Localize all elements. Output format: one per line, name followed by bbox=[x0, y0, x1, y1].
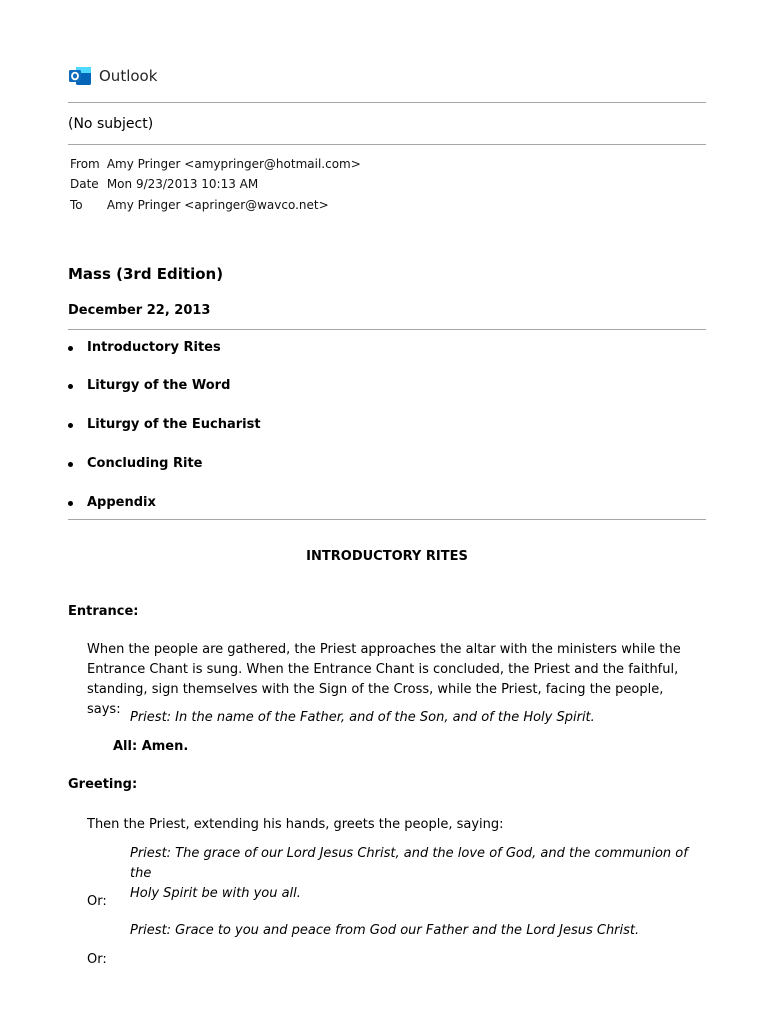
bullet-icon bbox=[68, 501, 73, 506]
toc-item-label: Concluding Rite bbox=[87, 456, 203, 471]
document-title: Mass (3rd Edition) bbox=[68, 265, 224, 283]
outlook-brand bbox=[68, 63, 157, 89]
divider bbox=[68, 329, 706, 330]
bullet-icon bbox=[68, 346, 73, 351]
to-value: Amy Pringer <apringer@wavco.net> bbox=[106, 198, 329, 212]
toc-item-label: Appendix bbox=[87, 495, 156, 510]
greeting-heading: Greeting: bbox=[68, 777, 138, 792]
divider bbox=[68, 519, 706, 520]
to-row bbox=[70, 198, 329, 212]
divider bbox=[68, 144, 706, 145]
greeting-text: Then the Priest, extending his hands, greets the people, saying: bbox=[87, 817, 504, 832]
date-row bbox=[70, 177, 258, 191]
priest-line: Priest: Grace to you and peace from God our Father and the Lord Jesus Christ. bbox=[130, 923, 640, 938]
toc-item-label: Liturgy of the Word bbox=[87, 378, 231, 393]
section-heading: INTRODUCTORY RITES bbox=[306, 549, 468, 564]
bullet-icon bbox=[68, 423, 73, 428]
toc-item-label: Introductory Rites bbox=[87, 340, 221, 355]
toc-item-label: Liturgy of the Eucharist bbox=[87, 417, 261, 432]
date-label: Date bbox=[70, 177, 99, 191]
document-date: December 22, 2013 bbox=[68, 303, 211, 318]
date-value: Mon 9/23/2013 10:13 AM bbox=[106, 177, 259, 191]
outlook-logo-icon bbox=[68, 64, 92, 88]
to-label: To bbox=[70, 198, 83, 212]
text-line: standing, sign themselves with the Sign of the Cross, while the Priest, facing the people, says: bbox=[87, 682, 664, 717]
all-response: All: Amen. bbox=[113, 739, 189, 754]
text-line: Entrance Chant is sung. When the Entrance Chant is concluded, the Priest and the faithful, bbox=[87, 662, 679, 677]
bullet-icon bbox=[68, 384, 73, 389]
email-subject: (No subject) bbox=[68, 116, 154, 132]
from-label: From bbox=[70, 157, 100, 171]
text-line: When the people are gathered, the Priest approaches the altar with the ministers while the bbox=[87, 642, 681, 657]
from-value: Amy Pringer <amypringer@hotmail.com> bbox=[106, 157, 361, 171]
divider bbox=[68, 102, 706, 103]
text-line: Priest: The grace of our Lord Jesus Christ, and the love of God, and the communion of the bbox=[130, 846, 688, 881]
entrance-heading: Entrance: bbox=[68, 604, 139, 619]
priest-line: Priest: In the name of the Father, and of the Son, and of the Holy Spirit. bbox=[130, 710, 595, 725]
app-name: Outlook bbox=[99, 67, 158, 85]
text-line: Holy Spirit be with you all. bbox=[130, 886, 301, 901]
from-row bbox=[70, 157, 361, 171]
or-label: Or: bbox=[87, 952, 107, 967]
bullet-icon bbox=[68, 462, 73, 467]
or-label: Or: bbox=[87, 894, 107, 909]
